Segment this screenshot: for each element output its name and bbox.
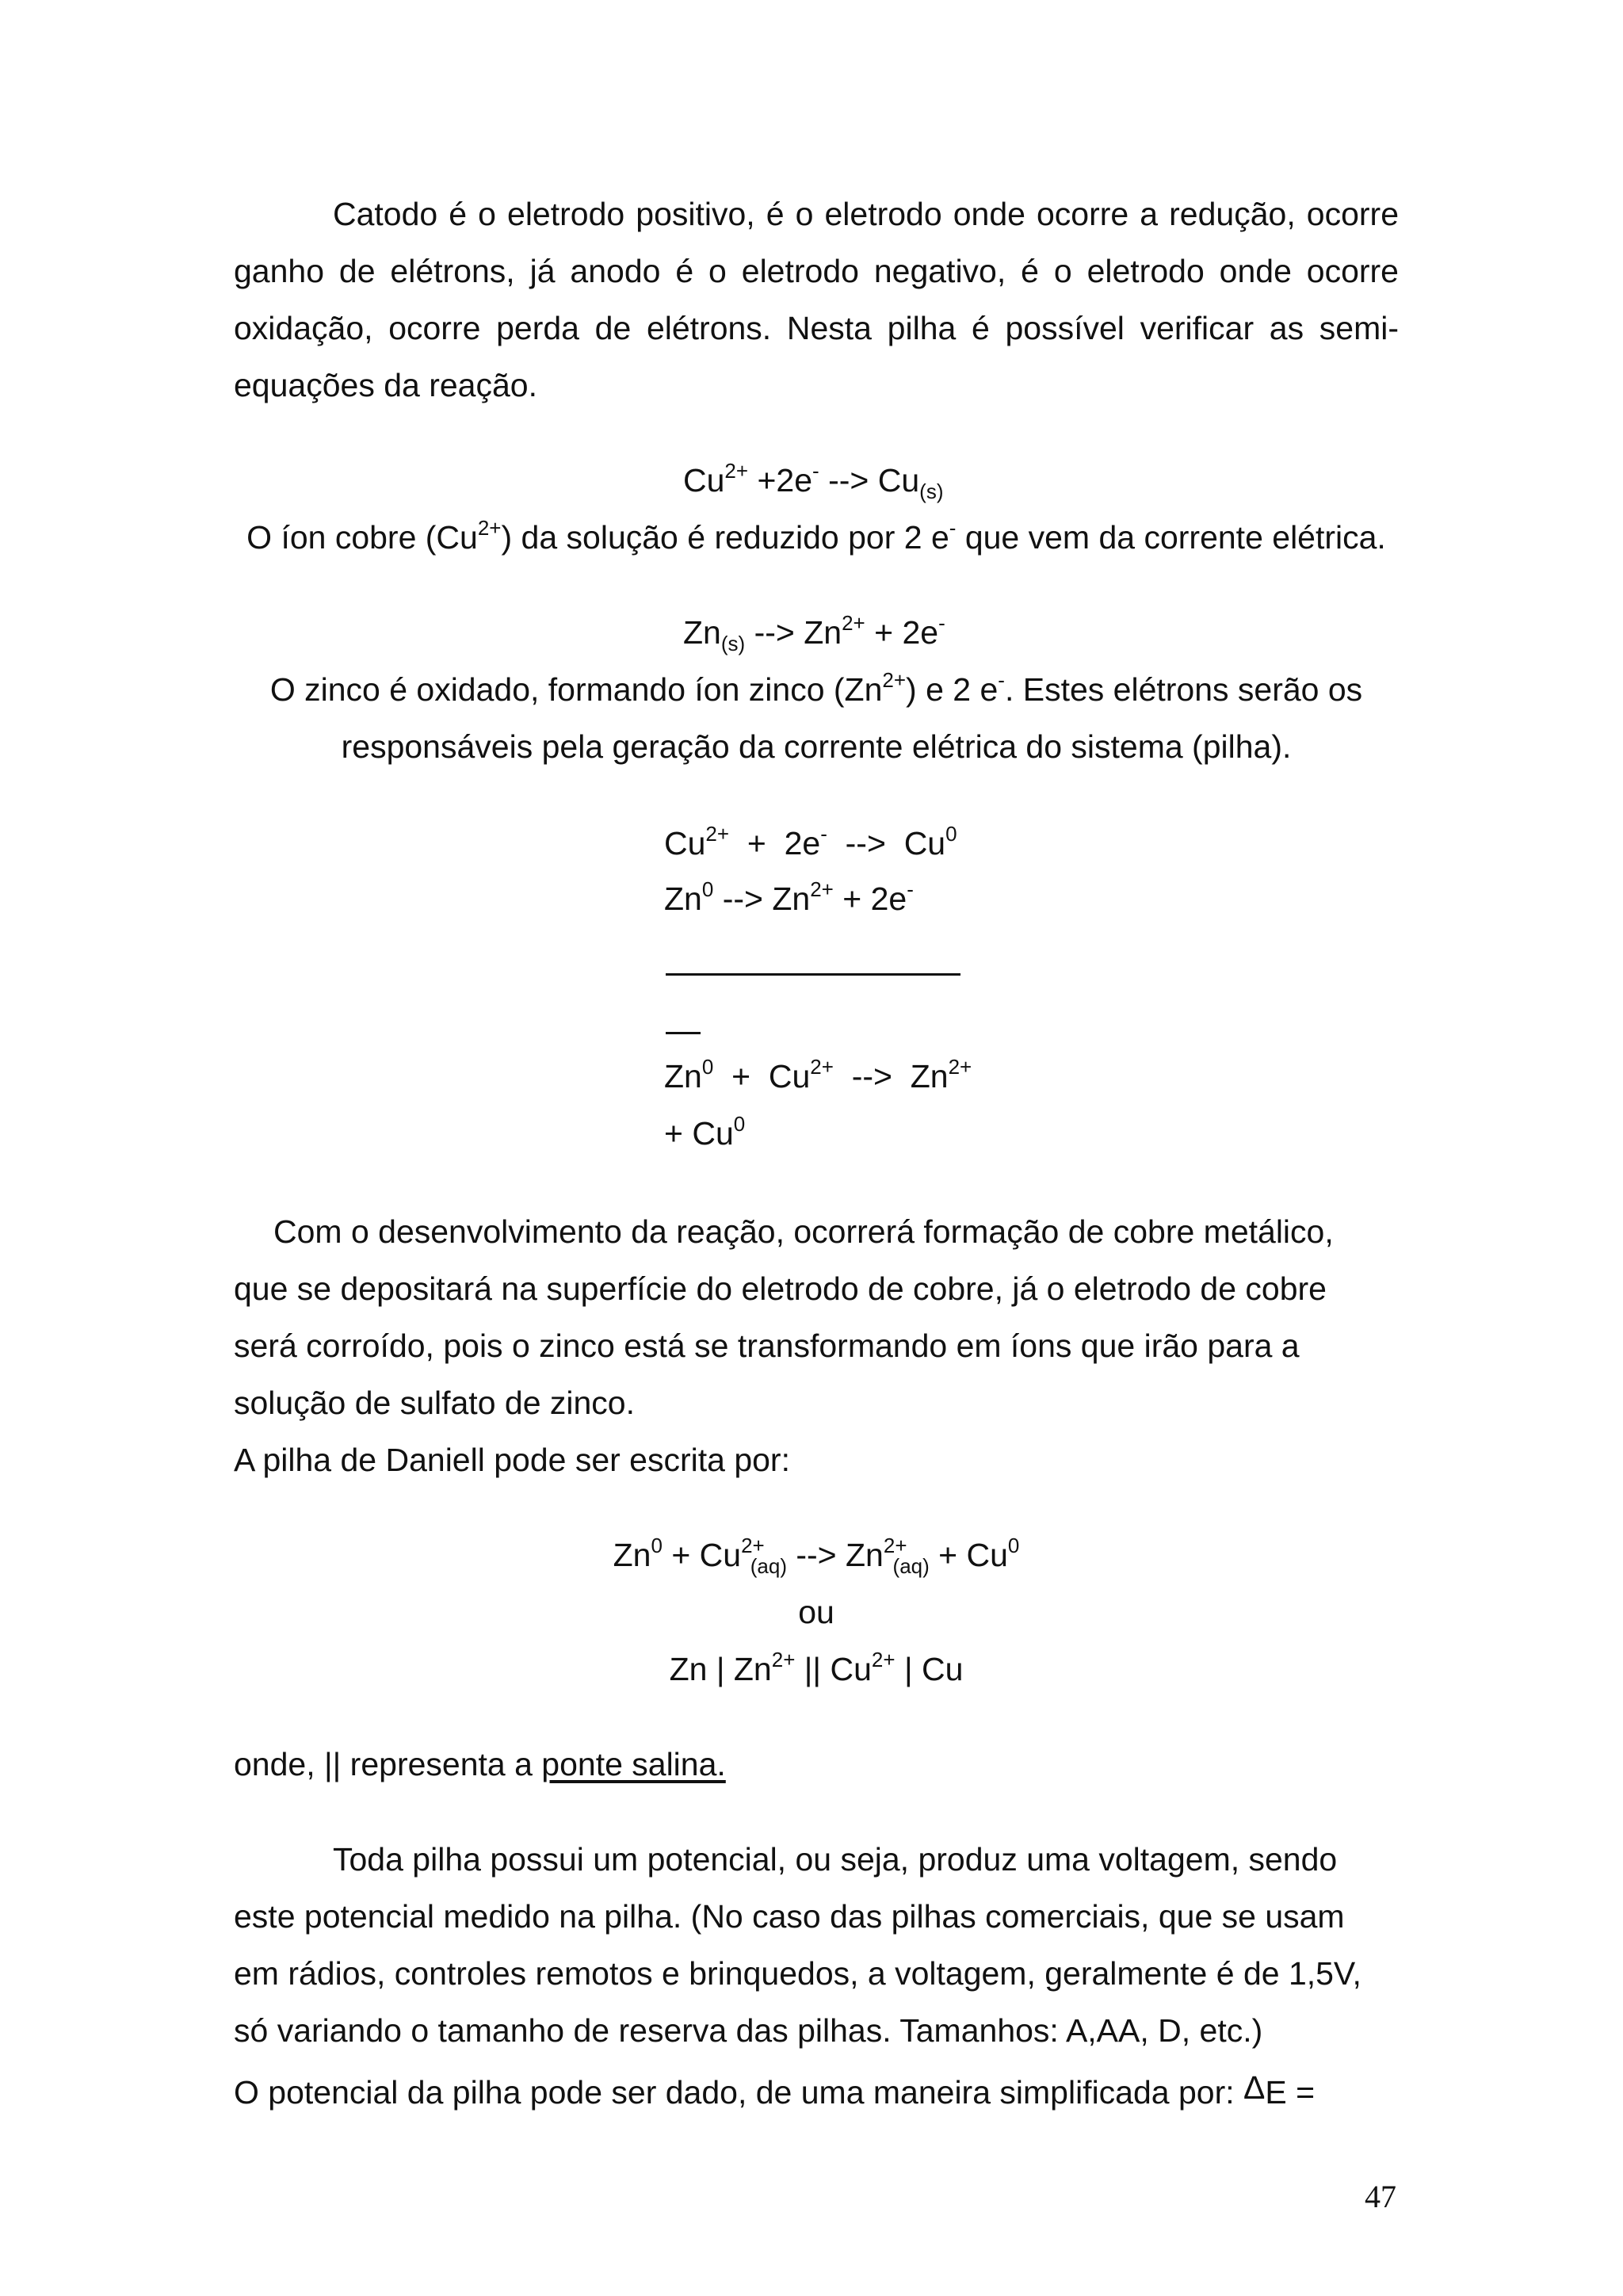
- delta-symbol: Δ: [1243, 2069, 1266, 2106]
- zinc-explanation-line2: responsáveis pela geração da corrente elétrica do sistema (pilha).: [341, 728, 1292, 765]
- sum-row-total-continued: + $Cu^0$: [664, 1112, 746, 1152]
- salt-bridge-note: onde, || representa a ponte salina.: [234, 1746, 726, 1782]
- sum-divider-short: [666, 1032, 701, 1034]
- paragraph3-line1: Toda pilha possui um potencial, ou seja, produz uma voltagem, sendo: [333, 1841, 1338, 1878]
- paragraph2-line2: que se depositará na superfície do eletrodo de cobre, já o eletrodo de cobre: [234, 1270, 1327, 1307]
- salt-bridge-link[interactable]: ponte salina.: [541, 1746, 726, 1782]
- paragraph3-line5: O potencial da pilha pode ser dado, de uma maneira simplificada por: ΔE =: [234, 2069, 1316, 2111]
- zinc-explanation-line1: O zinco é oxidado, formando íon zinco $(Zn^{2+})$ e 2 e-. Estes elétrons serão os: [269, 668, 1363, 708]
- paragraph2-line5: A pilha de Daniell pode ser escrita por:: [234, 1442, 790, 1478]
- paragraph2-line1: Com o desenvolvimento da reação, ocorrerá formação de cobre metálico,: [273, 1213, 1334, 1250]
- paragraph3-line3: em rádios, controles remotos e brinquedos, a voltagem, geralmente é de 1,5V,: [234, 1955, 1361, 1992]
- sum-row-zinc: Zn$^0$ --> $Zn^{2+} + 2e^-$: [664, 877, 914, 917]
- paragraph1-line3: oxidação, ocorre perda de elétrons. Nesta pilha é possível verificar as semi-: [234, 310, 1399, 346]
- copper-explanation: O íon cobre $(Cu^{2+})$ da solução é reduzido por 2 e- que vem da corrente elétrica.: [246, 516, 1386, 556]
- paragraph1-line4: equações da reação.: [234, 367, 537, 403]
- equation-copper-reduction: $Cu^{2+} +2e^-$ --> $Cu_{(s)}$: [683, 459, 944, 503]
- sum-divider-line: [666, 973, 960, 976]
- daniell-equation: $Zn^0 + Cu^{2+}_{(aq)}$ --> $Zn^{2+}_{(aq)} + Cu^0$: [613, 1534, 1020, 1578]
- paragraph1-line1: Catodo é o eletrodo positivo, é o eletrodo onde ocorre a redução, ocorre: [333, 196, 1399, 232]
- paragraph2-line3: será corroído, pois o zinco está se transformando em íons que irão para a: [234, 1328, 1300, 1364]
- paragraph2-line4: solução de sulfato de zinco.: [234, 1385, 635, 1421]
- sum-row-copper: $Cu^{2+} + 2e^-$ --> Cu$^0$: [664, 822, 957, 861]
- equation-zinc-oxidation: $Zn_{(s)}$ --> $Zn^{2+} + 2e^-$: [683, 611, 945, 655]
- paragraph1-line2: ganho de elétrons, já anodo é o eletrodo negativo, é o eletrodo onde ocorre: [234, 253, 1399, 289]
- paragraph3-line4: só variando o tamanho de reserva das pilhas. Tamanhos: A,AA, D, etc.): [234, 2012, 1263, 2049]
- daniell-cell-notation: Zn | $Zn^{2+}$ || $Cu^{2+}$ | Cu: [669, 1648, 964, 1687]
- daniell-or: ou: [798, 1594, 834, 1630]
- page-number: 47: [1365, 2179, 1396, 2214]
- sum-row-total: $Zn^0 + Cu^{2+}$ --> $Zn^{2+}$: [664, 1055, 972, 1095]
- paragraph3-line2: este potencial medido na pilha. (No caso das pilhas comerciais, que se usam: [234, 1898, 1345, 1935]
